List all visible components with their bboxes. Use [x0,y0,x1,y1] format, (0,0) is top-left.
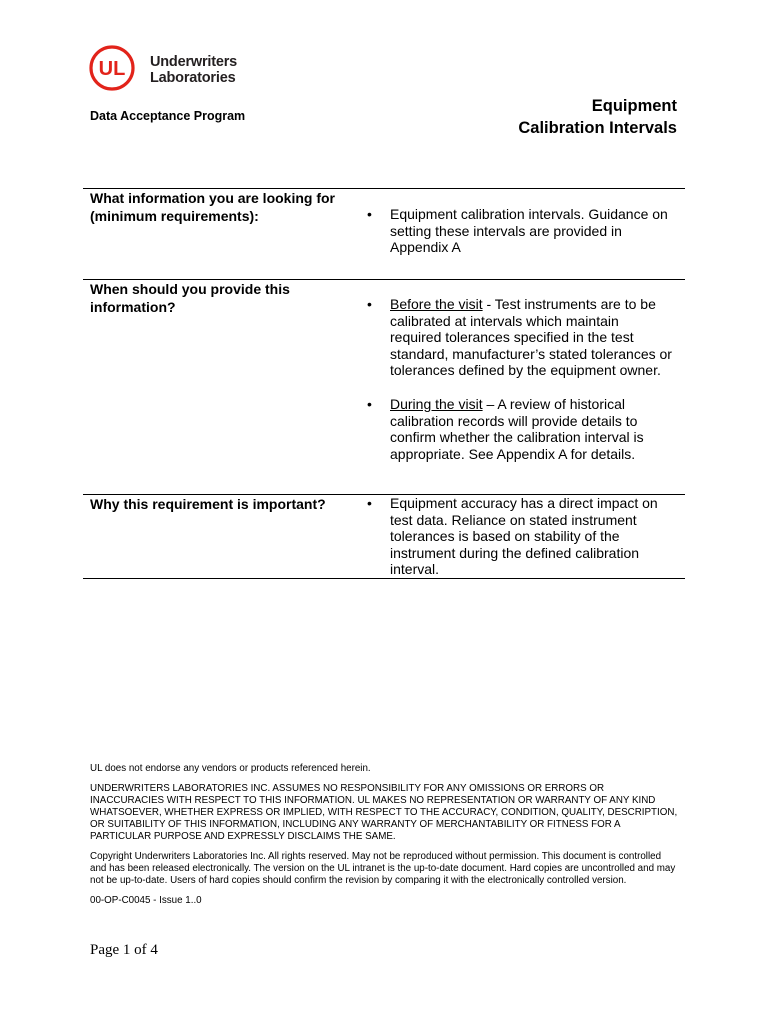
bullet-text: – A review of historical calibration records will provide details to confirm whether the calibration interval is appropriate. See Appendix A for details. [390,395,644,462]
logo-wordmark [150,54,237,86]
ul-logo [88,44,268,100]
row-answer [367,189,673,256]
table-row [83,494,685,579]
row-question: Why this requirement is important? [90,496,326,512]
answer-bullet: • Equipment accuracy has a direct impact on test data. Reliance on stated instrument tolerances is based on stability of the instrument during the defined calibration interval. [367,495,673,578]
document-title [518,95,677,139]
row-answer [367,495,673,578]
disclaimer: UNDERWRITERS LABORATORIES INC. ASSUMES NO RESPONSIBILITY FOR ANY OMISSIONS OR ERRORS OR INACCURACIES WITH RESPECT TO THIS INFORMATION. UL MAKES NO REPRESENTATION OR WARRANTY OF ANY KIND WHATSOEVER, WHETHER EXPRESS OR IMPLIED, WITH RESPECT TO THE ACCURACY, CONDITION, QUALITY, DESCRIPTION, OR SUITABILITY OF THIS INFORMATION, INCLUDING ANY WARRANTY OF MERCHANTABILITY OR FITNESS FOR A PARTICULAR PURPOSE AND EXPRESSLY DISCLAIMS THE SAME. [90,783,678,842]
title-line: Equipment [591,97,677,115]
title-line: Calibration Intervals [518,119,677,137]
answer-bullet: • Equipment calibration intervals. Guidance on setting these intervals are provided in Appendix A [367,206,673,256]
endorsement-note: UL does not endorse any vendors or products referenced herein. [90,763,371,774]
row-question: When should you provide this information? [90,281,290,315]
document-id: 00-OP-C0045 - Issue 1..0 [90,895,202,906]
table-row [83,279,685,494]
bullet-lead: During the visit [390,395,483,412]
row-question: What information you are looking for (minimum requirements): [90,190,335,224]
answer-bullet [367,296,673,379]
program-name: Data Acceptance Program [90,109,246,123]
bullet-text: - Test instruments are to be calibrated at intervals which maintain required tolerances specified in the test standard, manufacturer’s stated tolerances or tolerances defined by the equipment owner. [390,296,672,379]
answer-bullet [367,396,673,462]
logo-mark-text: UL [98,58,126,80]
requirements-table [83,188,685,579]
row-answer [367,280,673,462]
ul-logo-icon [88,44,136,92]
logo-line: Underwriters [150,54,238,70]
table-row [83,188,685,279]
copyright-notice: Copyright Underwriters Laboratories Inc. All rights reserved. May not be reproduced without permission. This document is controlled and has been released electronically. The version on the UL intranet is the up-to-date document. Hard copies are uncontrolled and may not be up-to-date. Users of hard copies should confirm the revision by comparing it with the electronically controlled version. [90,851,676,886]
logo-line: Laboratories [150,70,236,86]
page-number: Page 1 of 4 [90,942,158,958]
footer [90,763,680,915]
bullet-lead: Before the visit [390,296,483,312]
